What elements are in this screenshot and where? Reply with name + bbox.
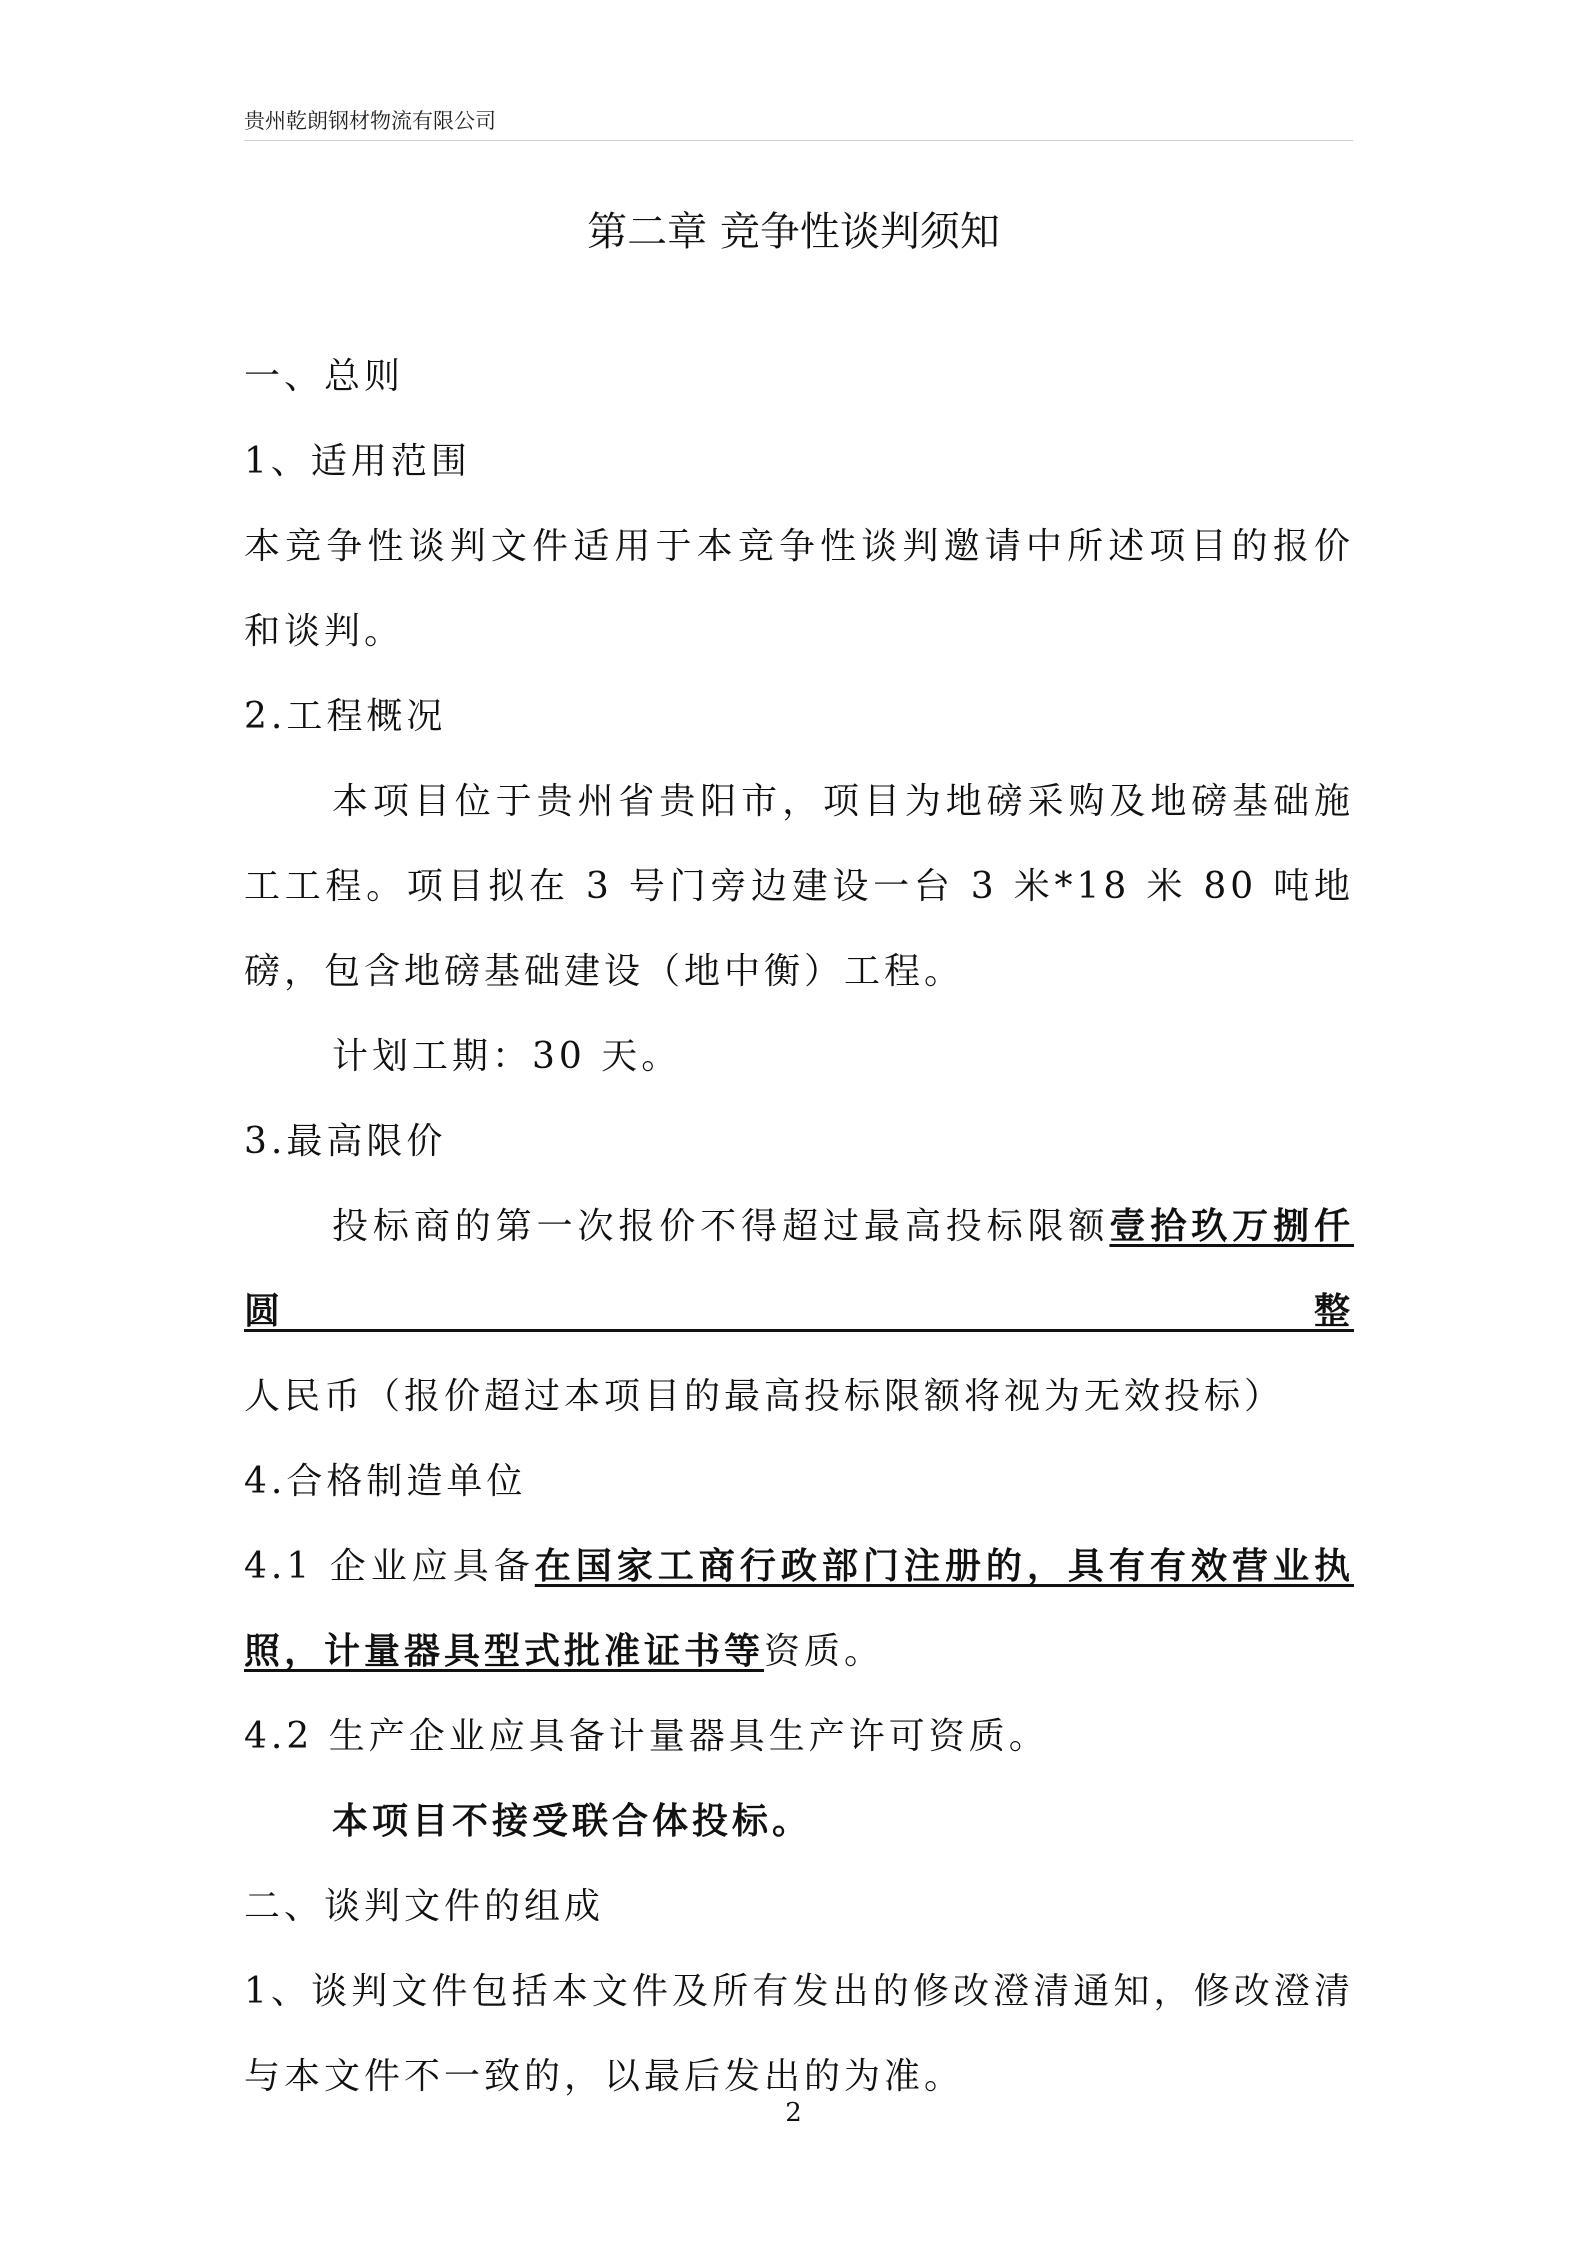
page-number: 2: [785, 2098, 802, 2128]
price-text-lead: 投标商的第一次报价不得超过最高投标限额: [332, 1206, 1110, 1247]
price-paragraph: [244, 1184, 1354, 1439]
qualified-heading: 4.合格制造单位: [244, 1461, 527, 1502]
price-amount: 壹拾玖万捌仟圆整: [244, 1206, 1354, 1332]
page-header-company: 贵州乾朗钢材物流有限公司: [244, 109, 496, 133]
qualification-4-1: [244, 1524, 1354, 1694]
duration-paragraph: 计划工期：30 天。: [332, 1036, 682, 1077]
composition-item-1: 1、谈判文件包括本文件及所有发出的修改澄清通知，修改澄清与本文件不一致的，以最后发出的为准。: [244, 1971, 1354, 2097]
qualification-4-2: 4.2 生产企业应具备计量器具生产许可资质。: [244, 1716, 1049, 1757]
chapter-title: 第二章 竞争性谈判须知: [587, 209, 1000, 255]
q41-suffix: 资质。: [764, 1631, 885, 1672]
price-text-tail: 人民币（报价超过本项目的最高投标限额将视为无效投标）: [244, 1376, 1285, 1417]
header-divider: [244, 140, 1353, 141]
scope-heading: 1、适用范围: [244, 441, 471, 482]
q41-prefix: 4.1 企业应具备: [244, 1546, 535, 1587]
general-heading: 一、总则: [244, 356, 405, 397]
document-body: [244, 334, 1354, 2119]
composition-heading: 二、谈判文件的组成: [244, 1886, 605, 1927]
consortium-note: 本项目不接受联合体投标。: [332, 1801, 813, 1842]
scope-paragraph: 本竞争性谈判文件适用于本竞争性谈判邀请中所述项目的报价和谈判。: [244, 526, 1354, 652]
q41-requirement: 在国家工商行政部门注册的，具有有效营业执照，计量器具型式批准证书等: [244, 1546, 1354, 1672]
price-heading: 3.最高限价: [244, 1121, 447, 1162]
overview-paragraph: 本项目位于贵州省贵阳市，项目为地磅采购及地磅基础施工工程。项目拟在 3 号门旁边建设一台 3 米*18 米 80 吨地磅，包含地磅基础建设（地中衡）工程。: [244, 781, 1354, 992]
overview-heading: 2.工程概况: [244, 696, 447, 737]
